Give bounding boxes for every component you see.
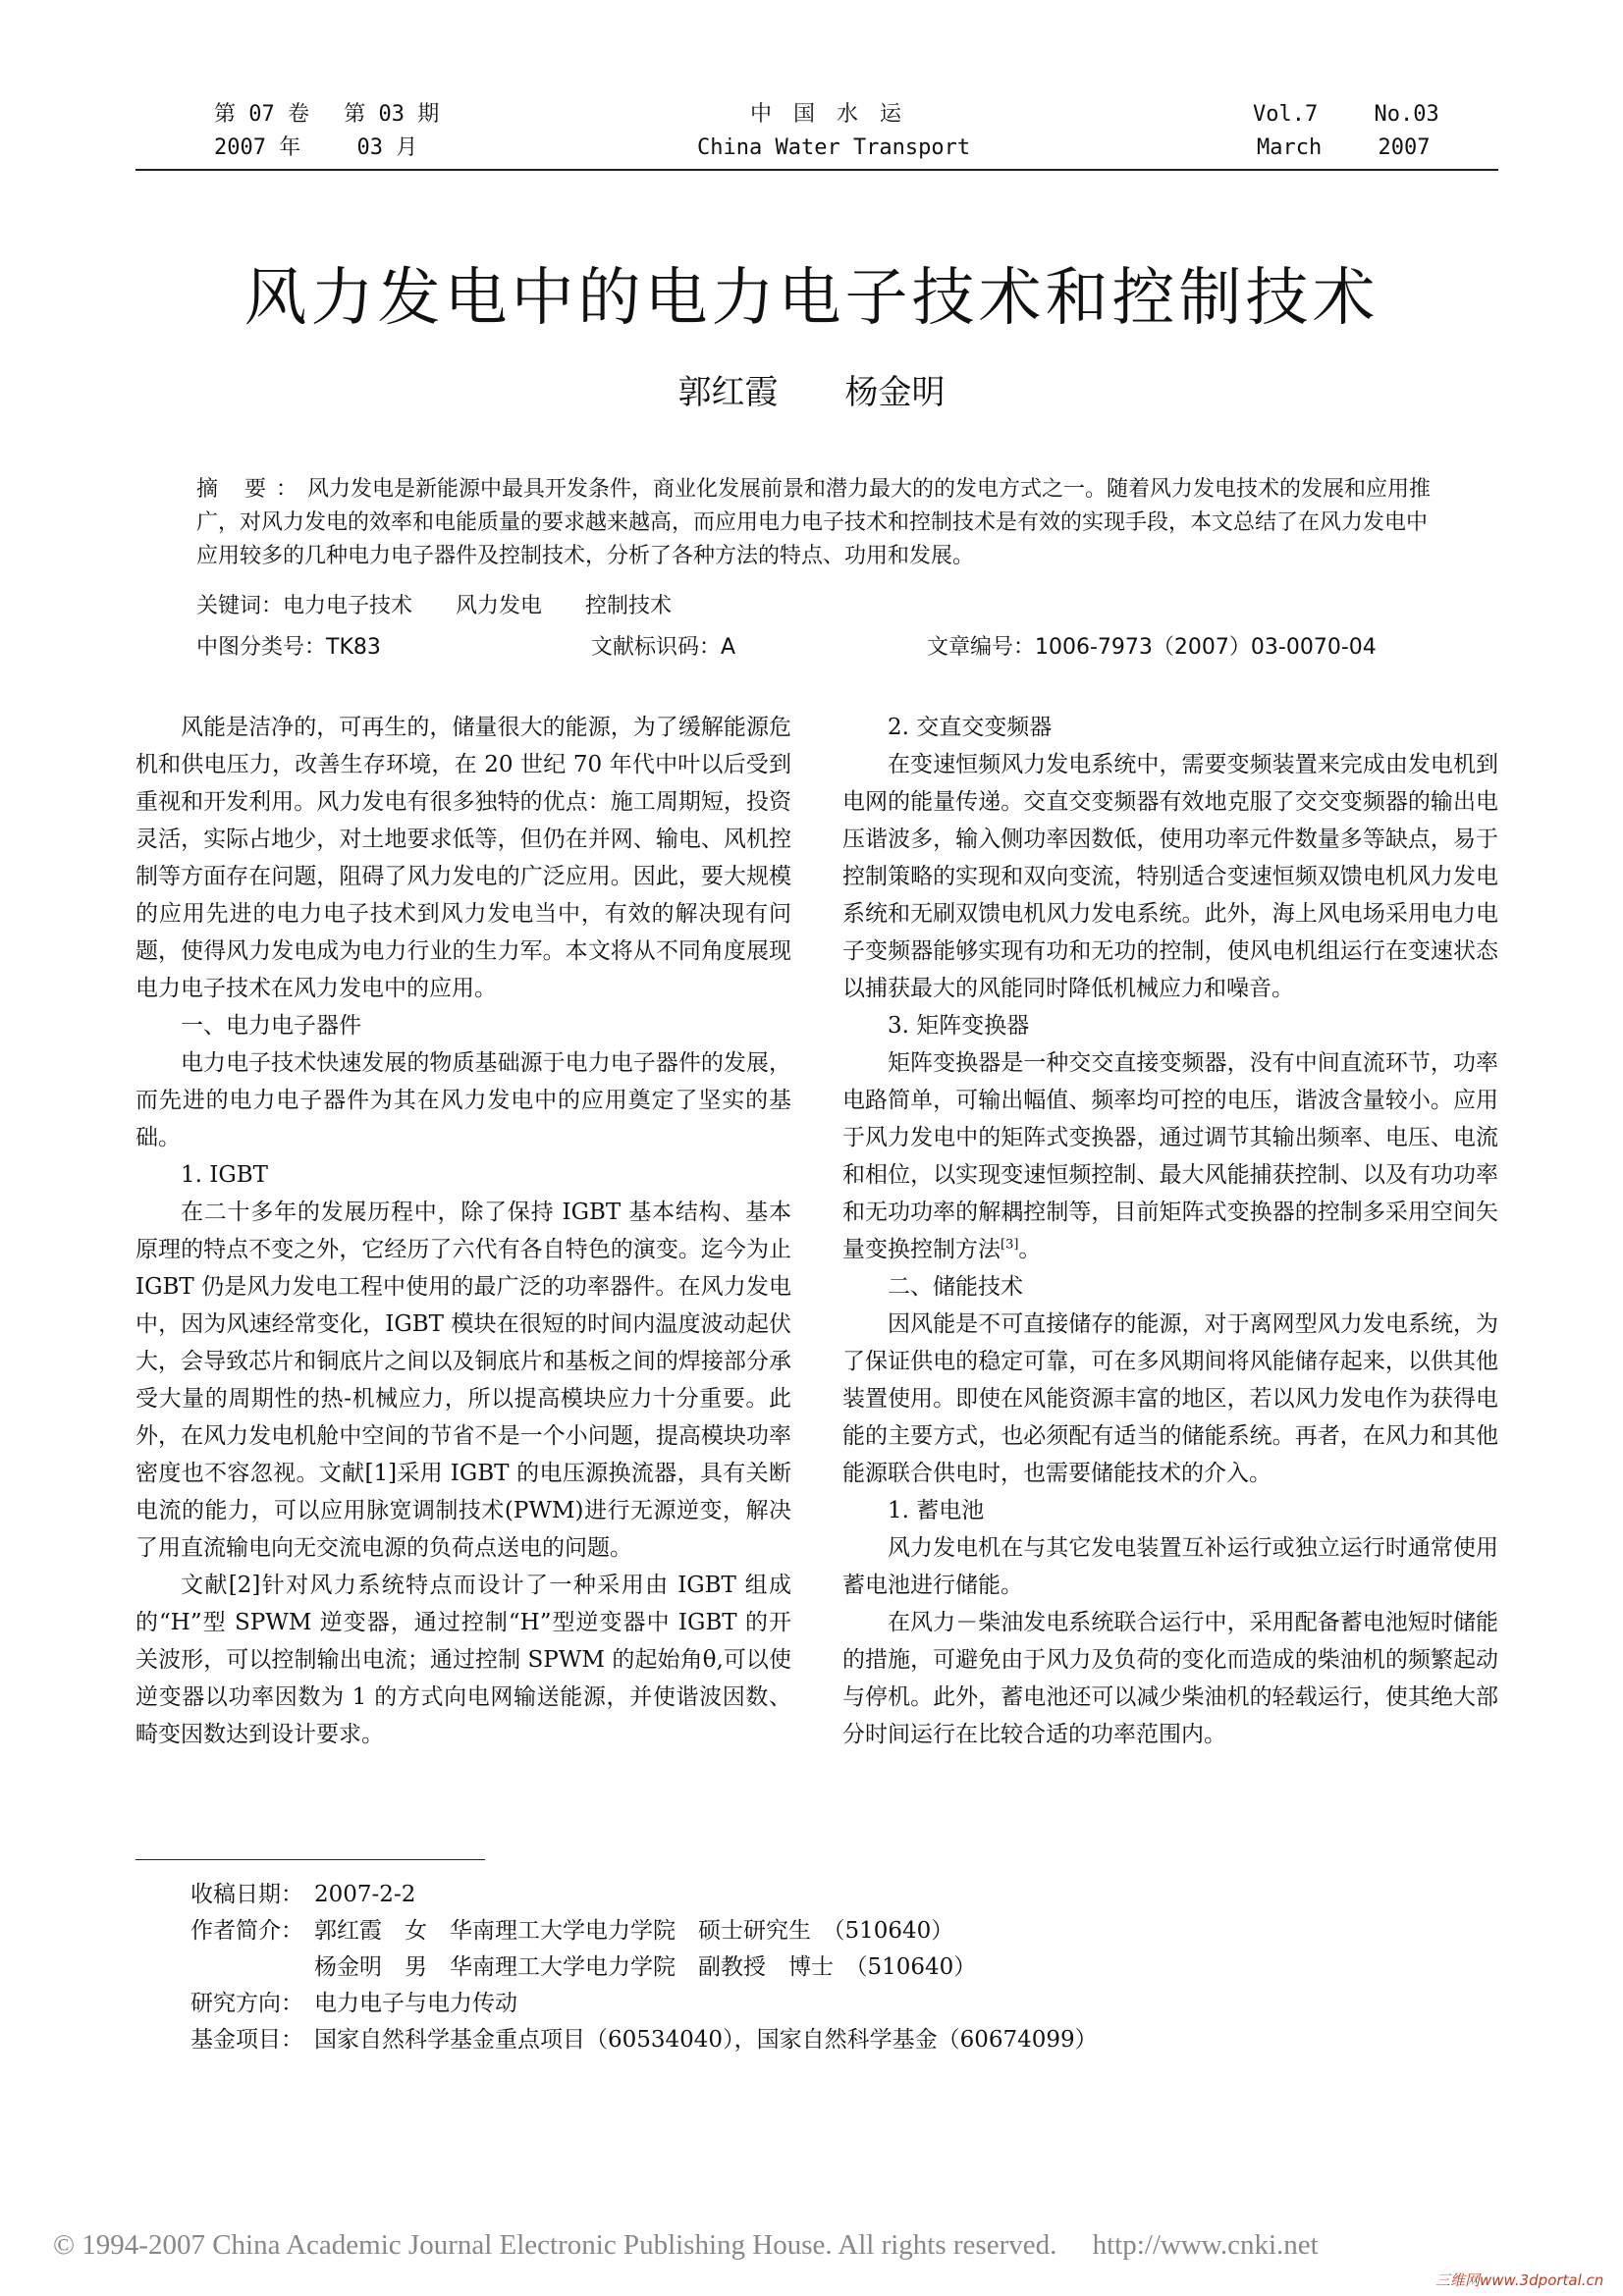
footnote-author1-value: 郭红霞 女 华南理工大学电力学院 硕士研究生 （510640）	[314, 1918, 954, 1944]
keywords-label: 关键词：	[196, 594, 284, 618]
footnote-research-label: 研究方向：	[190, 1991, 303, 2016]
section-heading: 一、电力电子器件	[181, 1013, 361, 1039]
abstract	[196, 473, 1434, 573]
body-column-left	[135, 709, 791, 1753]
footnote-research-value: 电力电子与电力传动	[314, 1991, 517, 2016]
footnote-received-value: 2007-2-2	[314, 1882, 416, 1907]
footnote-author1	[190, 1913, 1098, 1949]
header-journal-cn: 中 国 水 运	[750, 102, 902, 127]
abstract-label: 摘 要：	[196, 477, 307, 502]
classification-number: 中图分类号：TK83	[196, 635, 381, 660]
citation-ref: [3]	[1001, 1237, 1019, 1253]
paper-authors: 郭红霞 杨金明	[677, 373, 946, 412]
footnote-research	[190, 1986, 1098, 2022]
paragraph: 电力电子技术快速发展的物质基础源于电力电子器件的发展，而先进的电力电子器件为其在风力发电中的应用奠定了坚实的基础。	[135, 1050, 791, 1150]
paragraph: 在二十多年的发展历程中，除了保持 IGBT 基本结构、基本原理的特点不变之外，它经历了六代有各自特色的演变。迄今为止 IGBT 仍是风力发电工程中使用的最广泛的功率器件。在风力发电中，因为风速经常变化，IGBT 模块在很短的时间内温度波动起伏大，会导致芯片和铜底片之间以及铜底片和基板之间的焊接部分承受大量的周期性的热-机械应力，所以提高模块应力十分重要。此外，在风力发电机舱中空间的节省不是一个小问题，提高模块功率密度也不容忽视。文献[1]采用 IGBT 的电压源换流器，具有关断电流的能力，可以应用脉宽调制技术(PWM)进行无源逆变，解决了用直流输电向无交流电源的负荷点送电的问题。	[135, 1200, 791, 1561]
section-heading: 二、储能技术	[888, 1274, 1023, 1300]
paragraph-end: 。	[1018, 1237, 1042, 1262]
paragraph	[842, 1044, 1498, 1268]
keywords-items: 电力电子技术 风力发电 控制技术	[283, 594, 673, 618]
footnote-rule	[135, 1859, 485, 1860]
subsection-heading: 1. 蓄电池	[888, 1498, 985, 1523]
header-rule	[135, 169, 1498, 171]
footnote-fund	[190, 2022, 1098, 2058]
header-volume-en: Vol.7 No.03	[1253, 102, 1439, 127]
footnote-received	[190, 1877, 1098, 1913]
subsection-heading: 3. 矩阵变换器	[888, 1013, 1030, 1039]
footnote-received-label: 收稿日期：	[190, 1882, 303, 1907]
header-volume-cn: 第 07 卷 第 03 期	[214, 102, 440, 127]
abstract-text: 风力发电是新能源中最具开发条件，商业化发展前景和潜力最大的的发电方式之一。随着风力发电技术的发展和应用推广，对风力发电的效率和电能质量的要求越来越高，而应用电力电子技术和控制技术是有效的实现手段，本文总结了在风力发电中应用较多的几种电力电子器件及控制技术，分析了各种方法的特点、功用和发展。	[196, 477, 1432, 568]
footnote-author2-value: 杨金明 男 华南理工大学电力学院 副教授 博士 （510640）	[314, 1954, 977, 1980]
copyright-notice: © 1994-2007 China Academic Journal Electronic Publishing House. All rights reserved. http://www.cnki.net	[53, 2229, 1319, 2261]
paragraph: 在风力－柴油发电系统联合运行中，采用配备蓄电池短时储能的措施，可避免由于风力及负荷的变化而造成的柴油机的频繁起动与停机。此外，蓄电池还可以减少柴油机的轻载运行，使其绝大部分时间运行在比较合适的功率范围内。	[842, 1610, 1498, 1747]
header-date-en: March 2007	[1257, 135, 1431, 160]
keywords	[196, 592, 672, 621]
paper-title: 风力发电中的电力电子技术和控制技术	[243, 262, 1380, 335]
footnote-author2	[190, 1949, 1098, 1986]
paragraph: 在变速恒频风力发电系统中，需要变频装置来完成由发电机到电网的能量传递。交直交变频器有效地克服了交交变频器的输出电压谐波多，输入侧功率因数低，使用功率元件数量多等缺点，易于控制策略的实现和双向变流，特别适合变速恒频双馈电机风力发电系统和无刷双馈电机风力发电系统。此外，海上风电场采用电力电子变频器能够实现有功和无功的控制，使风电机组运行在变速状态以捕获最大的风能同时降低机械应力和噪音。	[842, 752, 1498, 1001]
article-number: 文章编号：1006-7973（2007）03-0070-04	[927, 635, 1377, 660]
paragraph: 风能是洁净的，可再生的，储量很大的能源，为了缓解能源危机和供电压力，改善生存环境，在 20 世纪 70 年代中叶以后受到重视和开发利用。风力发电有很多独特的优点：施工周期短，投资灵活，实际占地少，对土地要求低等，但仍在并网、输电、风机控制等方面存在问题，阻碍了风力发电的广泛应用。因此，要大规模的应用先进的电力电子技术到风力发电当中，有效的解决现有问题，使得风力发电成为电力行业的生力军。本文将从不同角度展现电力电子技术在风力发电中的应用。	[135, 715, 791, 1001]
site-watermark: 三维网www.3dportal.cn	[1435, 2271, 1604, 2289]
paragraph: 文献[2]针对风力系统特点而设计了一种采用由 IGBT 组成的“H”型 SPWM 逆变器，通过控制“H”型逆变器中 IGBT 的开关波形，可以控制输出电流；通过控制 SPWM 的起始角θ,可以使逆变器以功率因数为 1 的方式向电网输送能源，并使谐波因数、畸变因数达到设计要求。	[135, 1573, 791, 1747]
footnote-fund-label: 基金项目：	[190, 2027, 303, 2053]
footnote-fund-value: 国家自然科学基金重点项目（60534040），国家自然科学基金（60674099）	[314, 2027, 1098, 2053]
document-code: 文献标识码：A	[591, 635, 736, 660]
body-column-right	[842, 709, 1498, 1753]
header-date-cn: 2007 年 03 月	[214, 135, 418, 160]
footnote	[190, 1877, 1098, 2058]
subsection-heading: 1. IGBT	[181, 1162, 268, 1188]
footnote-bio-label: 作者简介：	[190, 1918, 303, 1944]
header-journal-en: China Water Transport	[697, 135, 971, 160]
paragraph-text: 矩阵变换器是一种交交直接变频器，没有中间直流环节，功率电路简单，可输出幅值、频率均可控的电压，谐波含量较小。应用于风力发电中的矩阵式变换器，通过调节其输出频率、电压、电流和相位，以实现变速恒频控制、最大风能捕获控制、以及有功功率和无功功率的解耦控制等，目前矩阵式变换器的控制多采用空间矢量变换控制方法	[842, 1050, 1498, 1262]
paragraph: 因风能是不可直接储存的能源，对于离网型风力发电系统，为了保证供电的稳定可靠，可在多风期间将风能储存起来，以供其他装置使用。即使在风能资源丰富的地区，若以风力发电作为获得电能的主要方式，也必须配有适当的储能系统。再者，在风力和其他能源联合供电时，也需要储能技术的介入。	[842, 1311, 1498, 1486]
subsection-heading: 2. 交直交变频器	[888, 715, 1053, 740]
paragraph: 风力发电机在与其它发电装置互补运行或独立运行时通常使用蓄电池进行储能。	[842, 1535, 1498, 1598]
